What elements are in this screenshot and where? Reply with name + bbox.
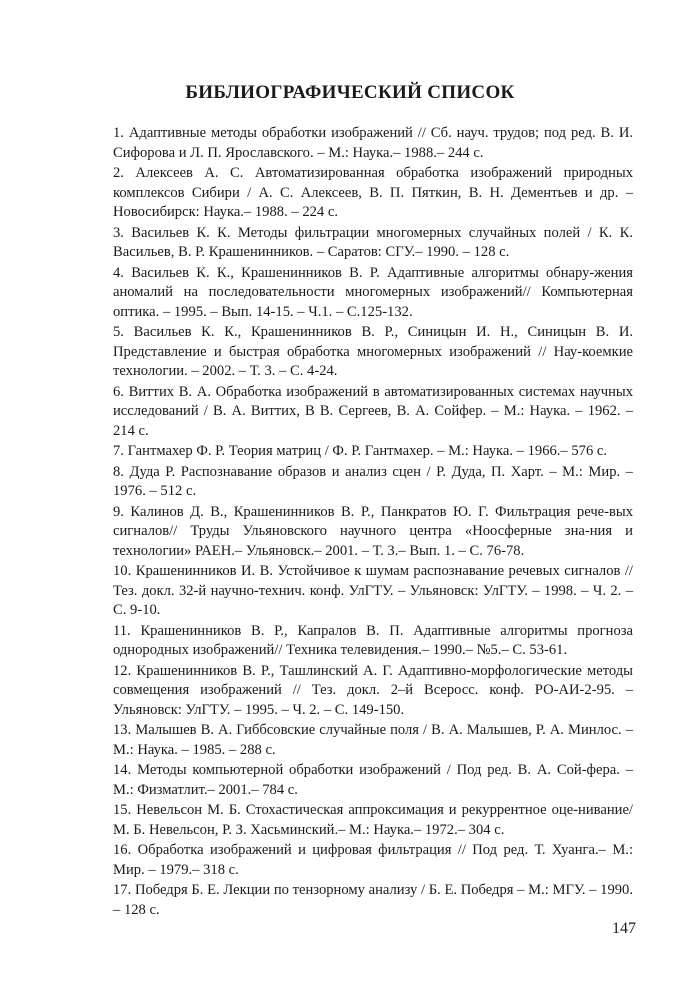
reference-number: 2.: [113, 165, 124, 181]
reference-number: 16.: [113, 842, 132, 858]
reference-number: 13.: [113, 722, 132, 738]
reference-item: [113, 801, 633, 840]
reference-text: Васильев К. К., Крашенинников В. Р., Синицын И. Н., Синицын В. И. Представление и быстрая обработка многомерных изображений // Нау-коемкие технологии. – 2002. – Т. 3. – С. 4-24.: [113, 324, 634, 379]
reference-text: Дуда Р. Распознавание образов и анализ сцен / Р. Дуда, П. Харт. – М.: Мир. – 1976. – 512 с.: [113, 463, 633, 499]
reference-text: Обработка изображений и цифровая фильтрация // Под ред. Т. Хуанга.– М.: Мир. – 1979.– 318 с.: [113, 842, 633, 878]
page-title: БИБЛИОГРАФИЧЕСКИЙ СПИСОК: [185, 82, 515, 103]
reference-number: 15.: [113, 802, 132, 818]
reference-text: Малышев В. А. Гиббсовские случайные поля / В. А. Малышев, Р. А. Минлос. – М.: Наука. – 1985. – 288 с.: [113, 722, 633, 758]
reference-number: 3.: [113, 224, 124, 241]
reference-text: Крашенинников В. Р., Ташлинский А. Г. Адаптивно-морфологические методы совмещения изображений // Тез. докл. 2–й Всеросс. конф. РО-АИ-2-95. – Ульяновск: УлГТУ. – 1995. – Ч. 2. – С. 149-150.: [113, 662, 633, 718]
reference-item: [113, 124, 633, 163]
reference-item: [113, 463, 633, 502]
reference-item: [113, 164, 633, 223]
reference-item: [113, 881, 633, 920]
reference-number: 7.: [113, 443, 124, 459]
reference-number: 6.: [113, 383, 124, 400]
reference-item: [113, 841, 633, 880]
reference-text: Победря Б. Е. Лекции по тензорному анализу / Б. Е. Победря – М.: МГУ. – 1990. – 128 с.: [113, 882, 633, 918]
reference-text: Крашенинников В. Р., Капралов В. П. Адаптивные алгоритмы прогноза однородных изображений// Техника телевидения.– 1990.– №5.– С. 53-61.: [113, 622, 633, 658]
reference-item: [113, 622, 633, 661]
reference-item: [113, 224, 633, 263]
reference-number: 14.: [113, 762, 132, 778]
reference-text: Калинов Д. В., Крашенинников В. Р., Панкратов Ю. Г. Фильтрация рече-вых сигналов// Труды Ульяновского научного центра «Ноосферные зна-ния и технологии» РАЕН.– Ульяновск.– 2001. – Т. 3.– Вып. 1. – С. 76-78.: [113, 503, 633, 559]
reference-item: [113, 503, 633, 562]
reference-number: 9.: [113, 503, 124, 520]
reference-item: [113, 442, 633, 462]
page-number: 147: [612, 920, 636, 937]
reference-number: 4.: [113, 264, 124, 281]
reference-text: Адаптивные методы обработки изображений // Сб. науч. трудов; под ред. В. И. Сифорова и Л. П. Ярославского. – М.: Наука.– 1988.– 244 с.: [113, 125, 634, 161]
reference-item: [113, 562, 633, 621]
reference-item: [113, 323, 633, 382]
reference-text: Гантмахер Ф. Р. Теория матриц / Ф. Р. Гантмахер. – М.: Наука. – 1966.– 576 с.: [127, 443, 608, 459]
reference-text: Невельсон М. Б. Стохастическая аппроксимация и рекуррентное оце-нивание/ М. Б. Невельсон, Р. З. Хасьминский.– М.: Наука.– 1972.– 304 с.: [113, 802, 633, 838]
reference-number: 1.: [113, 125, 124, 141]
reference-item: [113, 264, 633, 323]
reference-item: [113, 383, 633, 442]
reference-item: [113, 761, 633, 800]
reference-text: Алексеев А. С. Автоматизированная обработка изображений природных комплексов Сибири / А. С. Алексеев, В. П. Пяткин, В. Н. Дементьев и др. – Новосибирск: Наука.– 1988. – 224 с.: [113, 165, 633, 220]
reference-text: Крашенинников И. В. Устойчивое к шумам распознавание речевых сигналов // Тез. докл. 32-й научно-технич. конф. УлГТУ. – Ульяновск: УлГТУ. – 1998. – Ч. 2. – С. 9-10.: [113, 563, 633, 618]
reference-text: Васильев К. К. Методы фильтрации многомерных случайных полей / К. К. Васильев, В. Р. Крашенинников. – Саратов: СГУ.– 1990. – 128 с.: [113, 224, 633, 260]
reference-item: [113, 721, 633, 760]
reference-number: 10.: [113, 563, 132, 579]
reference-text: Васильев К. К., Крашенинников В. Р. Адаптивные алгоритмы обнару-жения аномалий на последовательности многомерных изображений// Компьютерная оптика. – 1995. – Вып. 14-15. – Ч.1. – С.125-132.: [113, 264, 633, 320]
reference-text: Методы компьютерной обработки изображений / Под ред. В. А. Сой-фера. – М.: Физматлит.– 2001.– 784 с.: [113, 762, 633, 798]
reference-number: 11.: [113, 622, 131, 639]
reference-text: Виттих В. А. Обработка изображений в автоматизированных системах научных исследований / В. А. Виттих, В В. Сергеев, В. А. Сойфер. – М.: Наука. – 1962. – 214 с.: [113, 383, 633, 439]
reference-number: 17.: [113, 882, 132, 898]
reference-number: 5.: [113, 324, 124, 340]
reference-number: 8.: [113, 463, 124, 480]
reference-number: 12.: [113, 662, 132, 679]
reference-list: [113, 124, 633, 921]
reference-item: [113, 662, 633, 721]
